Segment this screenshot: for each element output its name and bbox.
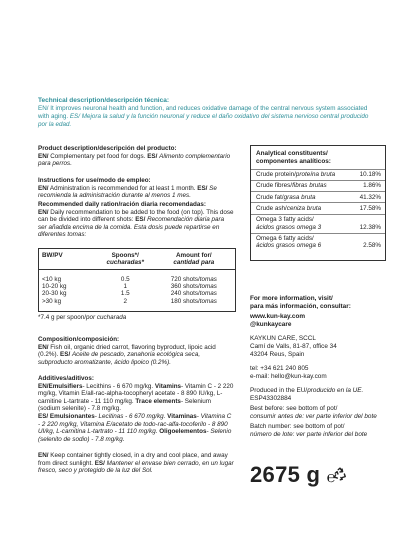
- analytical-row: Crude fat/grasa bruta 41.32%: [251, 192, 385, 203]
- dose-table: [38, 248, 236, 312]
- additives-en-text: EN/Emulsifiers- Lecithins - 6 670 mg/kg. Vitamins- Vitamin C - 2 220 mg/kg, Vitamin E/all-rac-alpha-tocopheryl acetate - 8 890 IU/kg, L-carnitine L-tartrate - 11 110 mg/kg. Trace elements- Selenium (sodium selenite) - 7.8 mg/kg.: [38, 382, 234, 413]
- daily-text: EN/ Daily recommendation to be added to the food (on top). This dose can be divided into different shots: ES/ Recomendación diaria para ser añadida encima de la comida. Esta dosis puede repartirse en diferentes tomas:: [38, 208, 234, 239]
- composition-heading: Composition/composición:: [38, 336, 120, 343]
- batch-number: Batch number: see bottom of pot/ número de lote: ver parte inferior del bote: [250, 423, 368, 438]
- company-name: KAYKUN CARE, SCCL: [250, 335, 316, 342]
- website-link[interactable]: www.kun-kay.com: [250, 313, 306, 320]
- analytical-row: Crude fibres/fibras brutas 1.86%: [251, 180, 385, 191]
- dose-row: >30 kg 2 180 shots/tomas: [42, 297, 217, 305]
- produced-in: Produced in the EU/producido en la UE.: [250, 387, 364, 394]
- contact-heading: For more information, visit/ para más información, consultar:: [250, 295, 351, 310]
- dose-table-header: [39, 249, 235, 269]
- composition: [38, 336, 234, 366]
- analytical-table: [250, 145, 386, 261]
- product-heading: Product description/descripción del producto:: [38, 145, 177, 152]
- dose-col-bw: BW/PV: [39, 249, 98, 269]
- instructions-heading: Instructions for use/modo de empleo:: [38, 177, 151, 184]
- instructions-text: EN/ Administration is recommended for at least 1 month. ES/ Se recomienda la administración durante al menos 1 mes.: [38, 184, 217, 200]
- registration-code: ESP43302884: [250, 395, 292, 402]
- social-handle[interactable]: @kunkaycare: [250, 321, 292, 328]
- dose-row: 10-20 kg 1 360 shots/tomas: [42, 283, 217, 291]
- additives: [38, 375, 234, 443]
- net-weight-value: 2675 g: [250, 462, 321, 487]
- address-line-1: Camí de Valls, 81-87, office 34: [250, 343, 337, 350]
- net-weight: [250, 462, 336, 488]
- composition-text: EN/ Fish oil, organic dried carrot, flavoring byproduct, lipoic acid (0.2%). ES/ Aceite de pescado, zanahoria ecológica seca, subproducto aromatizante, ácido lipoico (0.2%).: [38, 343, 216, 366]
- additives-es-text: ES/ Emulsionantes- Lecitinas - 6 670 mg/kg. Vitaminas- Vitamina C - 2 220 mg/kg, Vitamina E/acetato de todo-rac-alfa-tocoferilo - 8 890 UI/kg, L-carnitina L-tartrato - 11 110 mg/kg. Oligoelementos- Selenio (selenito de sodio) - 7.8 mg/kg.: [38, 412, 232, 443]
- dose-row: <10 kg 0.5 720 shots/tomas: [42, 275, 217, 283]
- product-description: [38, 145, 234, 168]
- storage: EN/ Keep container tightly closed, in a dry and cool place, and away from direct sunlight. ES/ Mantener el envase bien cerrado, en un lugar fresco, seco y protegido de la luz del Sol.: [38, 452, 234, 475]
- analytical-row: Omega 6 fatty acids/ ácidos grasos omega 6 2.58%: [251, 233, 385, 251]
- daily-heading: Recommended daily ration/ración diaria recomendadas:: [38, 201, 206, 208]
- technical-heading: Technical description/descripción técnica:: [38, 97, 169, 104]
- dose-footnote: *7.4 g per spoon/por cucharada: [38, 314, 127, 321]
- technical-text: EN/ It improves neuronal health and function, and reduces oxidative damage of the central nervous system associated with aging. ES/ Mejora la salud y la función neuronal y reduce el daño oxidativo del sistema nervioso central producido por la edad.: [38, 105, 369, 128]
- analytical-heading: Analytical constituents/ componentes analíticos:: [256, 150, 331, 165]
- product-text: EN/ Complementary pet food for dogs. ES/ Alimento complementario para perros.: [38, 152, 231, 168]
- address-line-2: 43204 Reus, Spain: [250, 351, 305, 358]
- analytical-row: Omega 3 fatty acids/ ácidos grasos omega 3 12.38%: [251, 214, 385, 233]
- dose-row: 20-30 kg 1.5 240 shots/tomas: [42, 290, 217, 298]
- instructions: [38, 177, 234, 200]
- analytical-row: Crude ash/ceniza bruta 17.58%: [251, 203, 385, 214]
- email: e-mail: hello@kun-kay.com: [250, 373, 327, 380]
- dose-col-amount: Amount for/ cantidad para: [153, 249, 235, 269]
- contact-info: [250, 295, 390, 439]
- phone: tel: +34 621 240 805: [250, 365, 309, 372]
- daily-ration: [38, 201, 234, 239]
- best-before: Best before: see bottom of pot/ consumir antes de: ver parte inferior del bote: [250, 405, 377, 420]
- estimated-sign-icon: ℮: [326, 469, 337, 486]
- recycle-icon: [333, 467, 347, 481]
- additives-heading: Additives/aditivos:: [38, 375, 94, 382]
- technical-description: [38, 97, 378, 129]
- dose-col-spoons: Spoons*/ cucharadas*: [98, 249, 153, 269]
- analytical-row: Crude protein/proteína bruta 10.18%: [251, 169, 385, 180]
